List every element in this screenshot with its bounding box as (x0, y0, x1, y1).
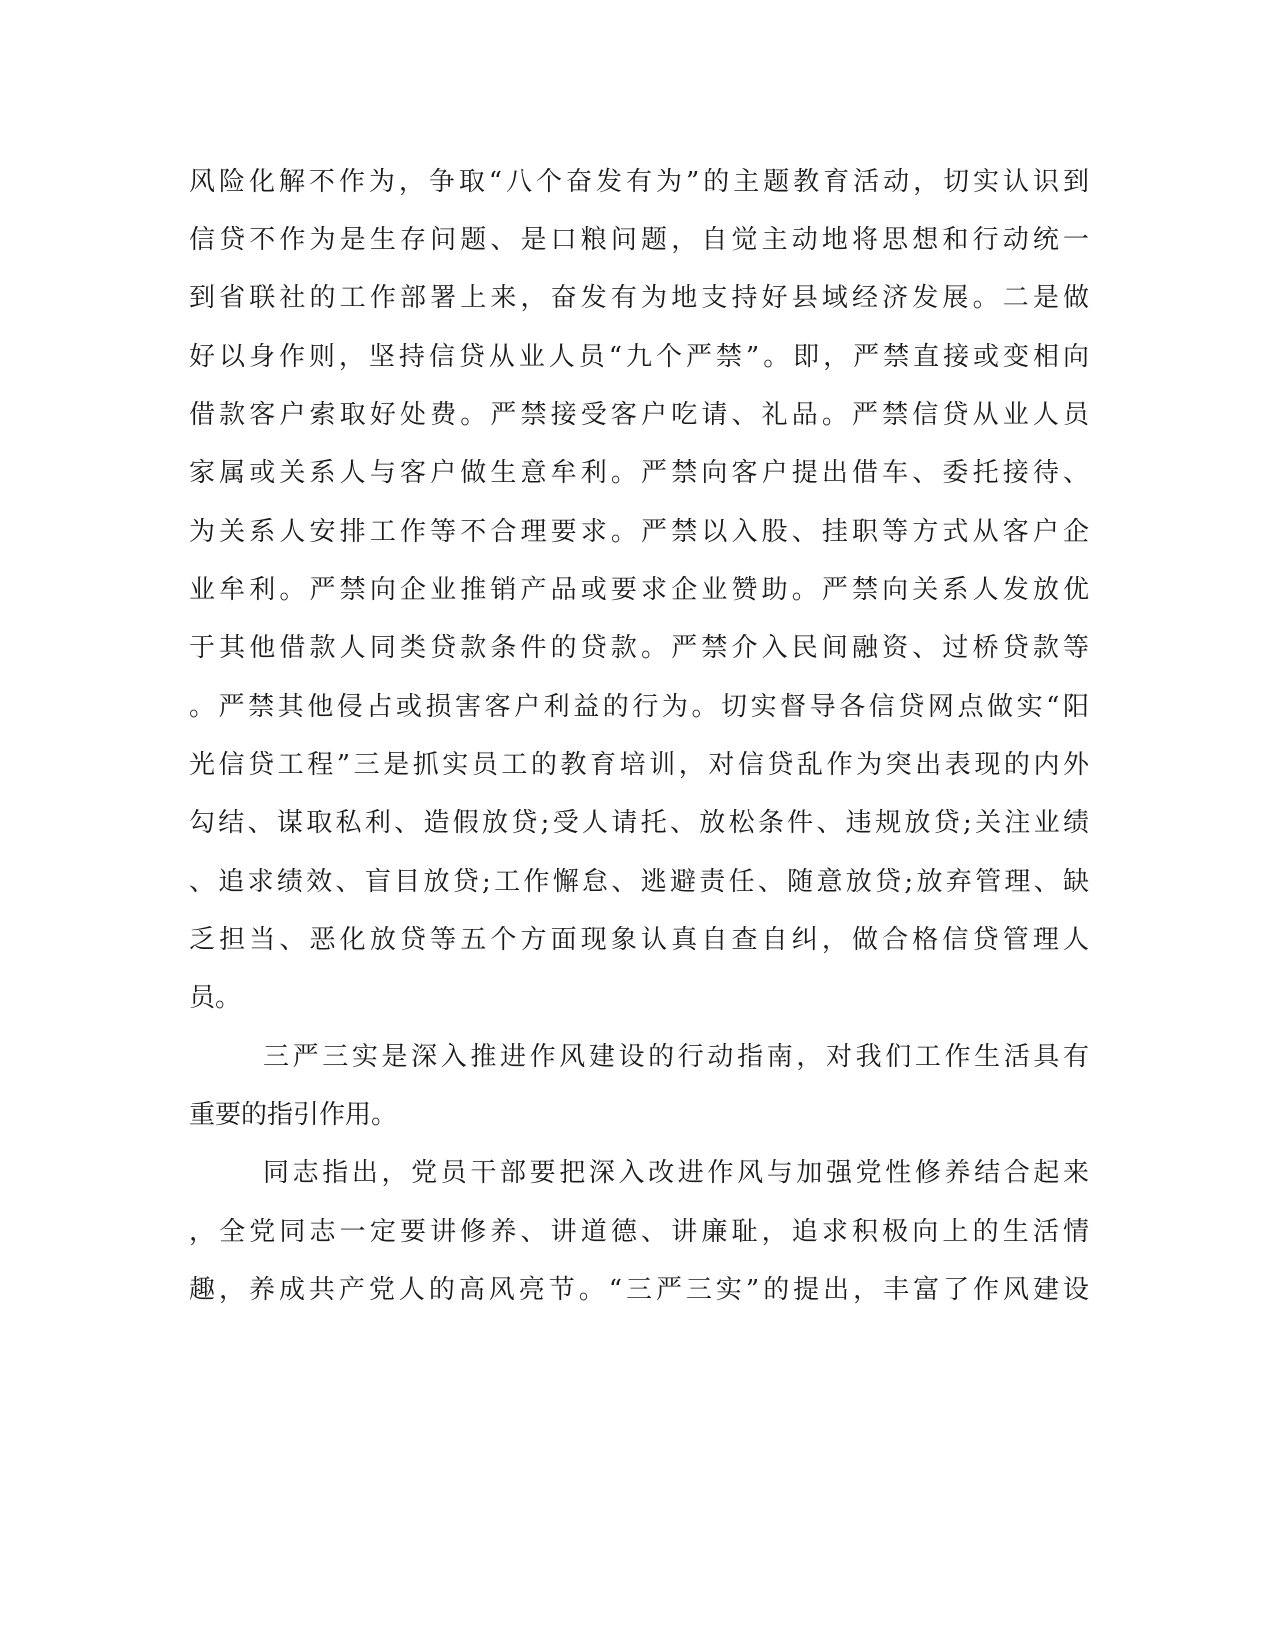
text-line: 勾结、谋取私利、造假放贷;受人请托、放松条件、违规放贷;关注业绩 (189, 808, 1089, 838)
text-line: 为关系人安排工作等不合理要求。严禁以入股、挂职等方式从客户企 (189, 517, 1089, 547)
text-line: 。严禁其他侵占或损害客户利益的行为。切实督导各信贷网点做实“阳 (189, 692, 1089, 722)
text-line: 、追求绩效、盲目放贷;工作懈怠、逃避责任、随意放贷;放弃管理、缺 (189, 867, 1089, 897)
text-line: 好以身作则，坚持信贷从业人员“九个严禁”。即，严禁直接或变相向 (189, 342, 1089, 372)
paragraph-first-line: 三严三实是深入推进作风建设的行动指南，对我们工作生活具有 (263, 1042, 1089, 1072)
text-line: ，全党同志一定要讲修养、讲道德、讲廉耻，追求积极向上的生活情 (189, 1217, 1089, 1247)
text-line: 趣，养成共产党人的高风亮节。“三严三实”的提出，丰富了作风建设 (189, 1275, 1089, 1305)
text-line: 家属或关系人与客户做生意牟利。严禁向客户提出借车、委托接待、 (189, 458, 1089, 488)
text-line: 乏担当、恶化放贷等五个方面现象认真自查自纠，做合格信贷管理人 (189, 925, 1089, 955)
text-line: 光信贷工程”三是抓实员工的教育培训，对信贷乱作为突出表现的内外 (189, 750, 1089, 780)
text-line: 风险化解不作为，争取“八个奋发有为”的主题教育活动，切实认识到 (189, 167, 1089, 197)
text-line: 员。 (189, 983, 242, 1013)
text-line: 业牟利。严禁向企业推销产品或要求企业赞助。严禁向关系人发放优 (189, 575, 1089, 605)
text-line: 于其他借款人同类贷款条件的贷款。严禁介入民间融资、过桥贷款等 (189, 633, 1089, 663)
text-line: 重要的指引作用。 (189, 1100, 398, 1130)
text-line: 借款客户索取好处费。严禁接受客户吃请、礼品。严禁信贷从业人员 (189, 400, 1089, 430)
paragraph-first-line: 同志指出，党员干部要把深入改进作风与加强党性修养结合起来 (263, 1158, 1089, 1188)
text-line: 信贷不作为是生存问题、是口粮问题，自觉主动地将思想和行动统一 (189, 225, 1089, 255)
text-line: 到省联社的工作部署上来，奋发有为地支持好县域经济发展。二是做 (189, 283, 1089, 313)
